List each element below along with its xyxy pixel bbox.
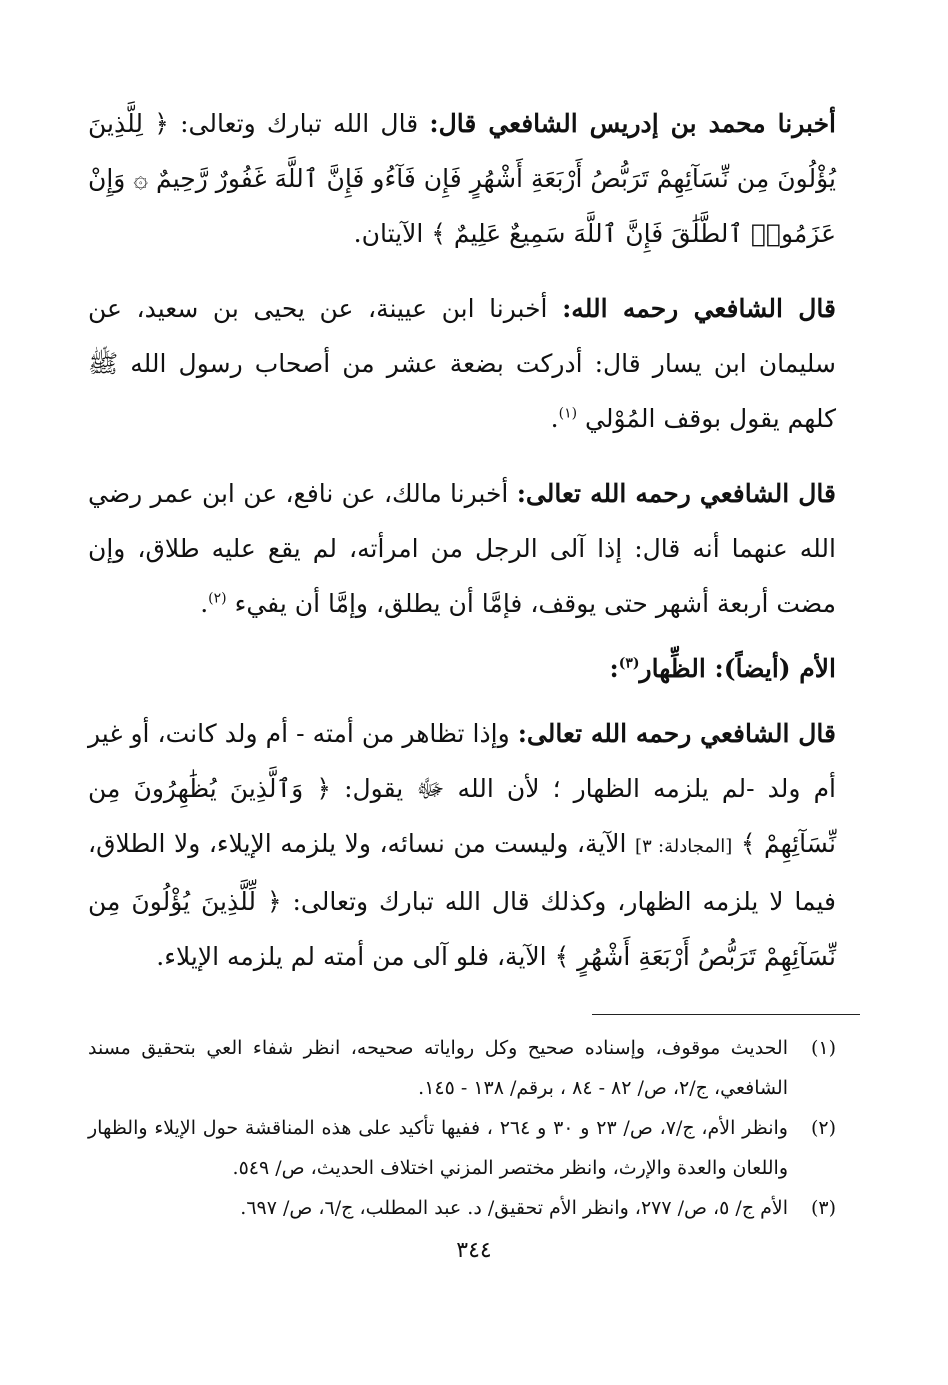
footnotes xyxy=(88,1028,836,1228)
footnote-2-text: وانظر الأم، ج/٧، ص/ ٢٣ و ٣٠ و ٢٦٤ ، ففيها تأكيد على هذه المناقشة حول الإيلاء والظهار واللعان والعدة والإرث، وانظر مختصر المزني اختلاف الحديث، ص/ ٥٤٩. xyxy=(88,1117,788,1179)
paragraph-1 xyxy=(88,96,836,261)
paragraph-2 xyxy=(88,281,836,446)
quran-reference: [المجادلة: ٣] xyxy=(635,836,733,857)
section-heading-text: الأم (أيضاً): الظِّهار xyxy=(639,654,836,683)
paragraph-2-lead: قال الشافعي رحمه الله: xyxy=(562,294,837,323)
footnote-1-number: (١) xyxy=(810,1037,836,1059)
footnote-3 xyxy=(88,1188,836,1228)
paragraph-4-text: وإذا تظاهر من أمته - أم ولد كانت، أو غير أم ولد -لم يلزمه الظهار ؛ لأن الله ﷻ يقول: ﴿ وَٱلَّذِينَ يُظَٰهِرُونَ مِن نِّسَآئِهِمْ ﴾ xyxy=(88,719,836,858)
paragraph-4 xyxy=(88,706,836,984)
footnote-3-number: (٣) xyxy=(810,1197,836,1219)
paragraph-4-lead: قال الشافعي رحمه الله تعالى: xyxy=(517,719,836,748)
paragraph-1-lead: أخبرنا محمد بن إدريس الشافعي قال: xyxy=(429,109,836,138)
footnote-1 xyxy=(88,1028,836,1108)
paragraph-3-lead: قال الشافعي رحمه الله تعالى: xyxy=(516,479,837,508)
footnote-2 xyxy=(88,1108,836,1188)
page-body xyxy=(88,96,836,1004)
footnote-1-text: الحديث موقوف، وإسناده صحيح وكل رواياته صحيحه، انظر شفاء العي بتحقيق مسند الشافعي، ج/٢، ص/ ٨٢ - ٨٤ ، برقم/ ١٣٨ - ١٤٥. xyxy=(88,1037,788,1099)
footnote-3-text: الأم ج/ ٥، ص/ ٢٧٧، وانظر الأم تحقيق/ د. عبد المطلب، ج/٦، ص/ ٦٩٧. xyxy=(240,1197,788,1219)
paragraph-3 xyxy=(88,466,836,631)
paragraph-2-end: . xyxy=(550,404,559,433)
footnote-separator xyxy=(592,1014,860,1015)
page-number: ٣٤٤ xyxy=(456,1238,492,1263)
footnote-ref-3[interactable]: (٣) xyxy=(618,655,640,672)
footnote-2-number: (٢) xyxy=(810,1117,836,1139)
paragraph-2-text: أخبرنا ابن عيينة، عن يحيى بن سعيد، عن سليمان ابن يسار قال: أدركت بضعة عشر من أصحاب رسول الله ﷺ كلهم يقول بوقف المُوْلي xyxy=(88,294,836,433)
paragraph-3-end: . xyxy=(200,589,209,618)
footnote-ref-1[interactable]: (١) xyxy=(558,405,578,422)
section-heading-colon: : xyxy=(609,654,619,683)
section-heading xyxy=(88,641,836,696)
paragraph-1-text: قال الله تبارك وتعالى: ﴿ لِلَّذِينَ يُؤْلُونَ مِن نِّسَآئِهِمْ تَرَبُّصُ أَرْبَعَةِ أَشْهُرٍ فَإِن فَآءُو فَإِنَّ ٱللَّهَ غَفُورٌ رَّحِيمٌ ۞ وَإِنْ عَزَمُوا۟ ٱلطَّلَٰقَ فَإِنَّ ٱللَّهَ سَمِيعٌ عَلِيمٌ ﴾ الآيتان. xyxy=(88,109,836,248)
paragraph-3-text: أخبرنا مالك، عن نافع، عن ابن عمر رضي الله عنهما أنه قال: إذا آلى الرجل من امرأته، لم يقع عليه طلاق، وإن مضت أربعة أشهر حتى يوقف، فإمَّا أن يطلق، وإمَّا أن يفيء xyxy=(88,479,836,618)
paragraph-4-text-cont: الآية، وليست من نسائه، ولا يلزمه الإيلاء، ولا الطلاق، فيما لا يلزمه الظهار، وكذلك قال الله تبارك وتعالى: ﴿ لِّلَّذِينَ يُؤْلُونَ مِن نِّسَآئِهِمْ تَرَبُّصُ أَرْبَعَةِ أَشْهُرٍ ﴾ الآية، فلو آلى من أمته لم يلزمه الإيلاء. xyxy=(88,829,836,971)
footnote-ref-2[interactable]: (٢) xyxy=(208,590,227,607)
